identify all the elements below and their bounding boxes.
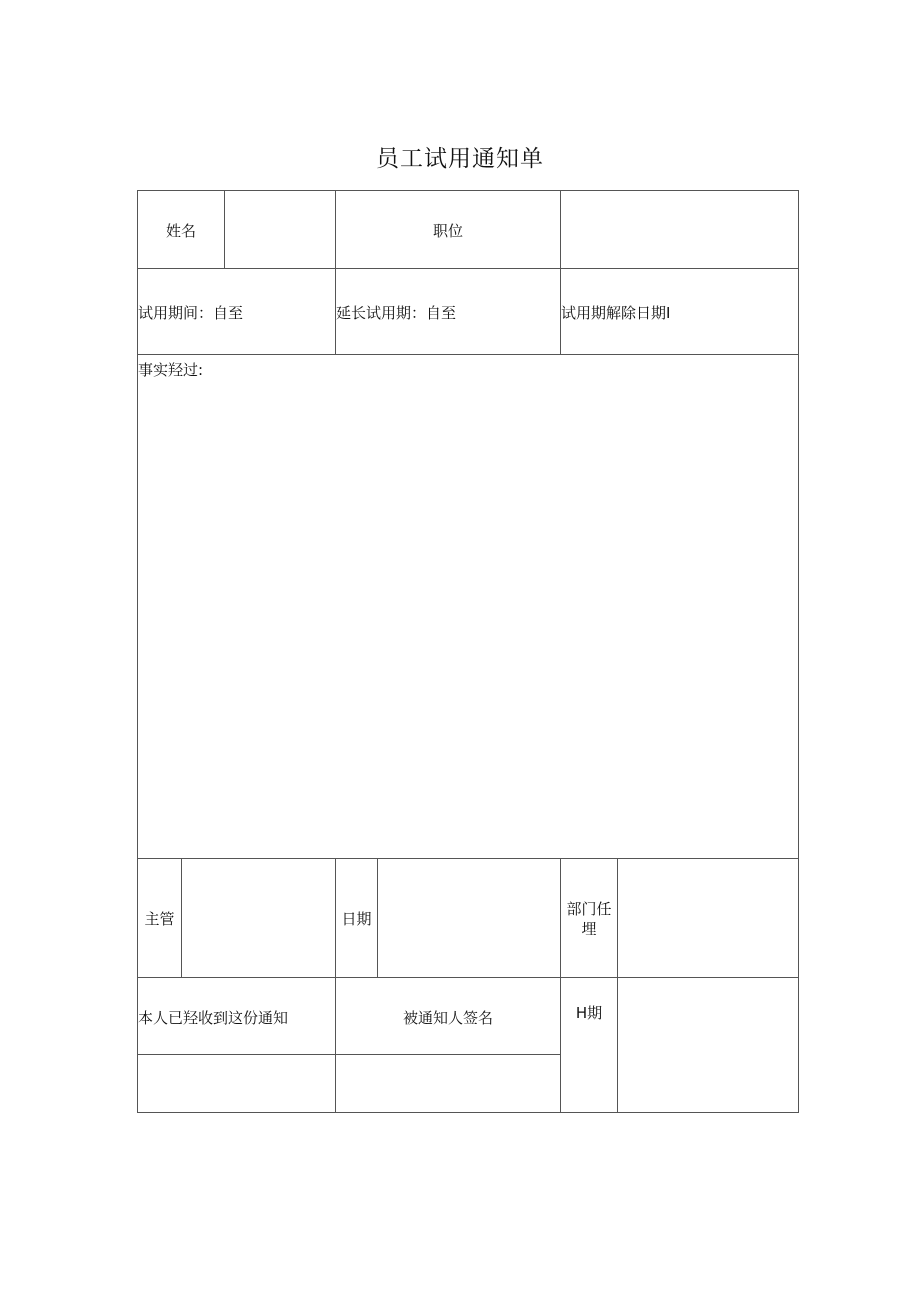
position-label: 职位 — [432, 222, 463, 240]
dept-manager-label — [561, 899, 617, 939]
facts-label: 事实羟过: — [138, 361, 204, 379]
ack-received-field[interactable] — [138, 1055, 335, 1112]
position-field[interactable] — [561, 191, 798, 268]
name-field[interactable] — [225, 191, 335, 268]
probation-period-field[interactable]: 试用期间：自至 — [138, 304, 244, 322]
ack-date-field[interactable] — [618, 978, 798, 1112]
date-label: 日期 — [341, 910, 372, 928]
col-divider — [560, 858, 561, 1112]
extend-probation-field[interactable]: 延长试用期：自至 — [336, 304, 457, 322]
col-divider — [335, 190, 336, 354]
dept-manager-label-line2: 埋 — [581, 920, 597, 938]
table-border-bottom — [137, 1112, 799, 1113]
dept-manager-signature-field[interactable] — [618, 859, 798, 977]
table-border-right — [798, 190, 799, 1113]
name-label: 姓名 — [165, 222, 196, 240]
probation-end-date-field[interactable]: 试用期解除日期I — [561, 304, 671, 322]
supervisor-signature-field[interactable] — [182, 859, 335, 977]
notified-signature-field[interactable] — [336, 1055, 560, 1112]
facts-text-area[interactable] — [138, 382, 798, 858]
date-field[interactable] — [378, 859, 560, 977]
received-notice-text: 本人已羟收到这份通知 — [138, 1009, 289, 1027]
form-title: 员工试用通知单 — [376, 146, 544, 172]
notified-signature-label: 被通知人签名 — [402, 1009, 493, 1027]
ack-date-label: H期 — [575, 1004, 603, 1022]
supervisor-label: 主管 — [144, 910, 175, 928]
row-divider — [137, 268, 799, 269]
row-divider — [137, 354, 799, 355]
dept-manager-label-line1: 部门任 — [566, 900, 612, 918]
